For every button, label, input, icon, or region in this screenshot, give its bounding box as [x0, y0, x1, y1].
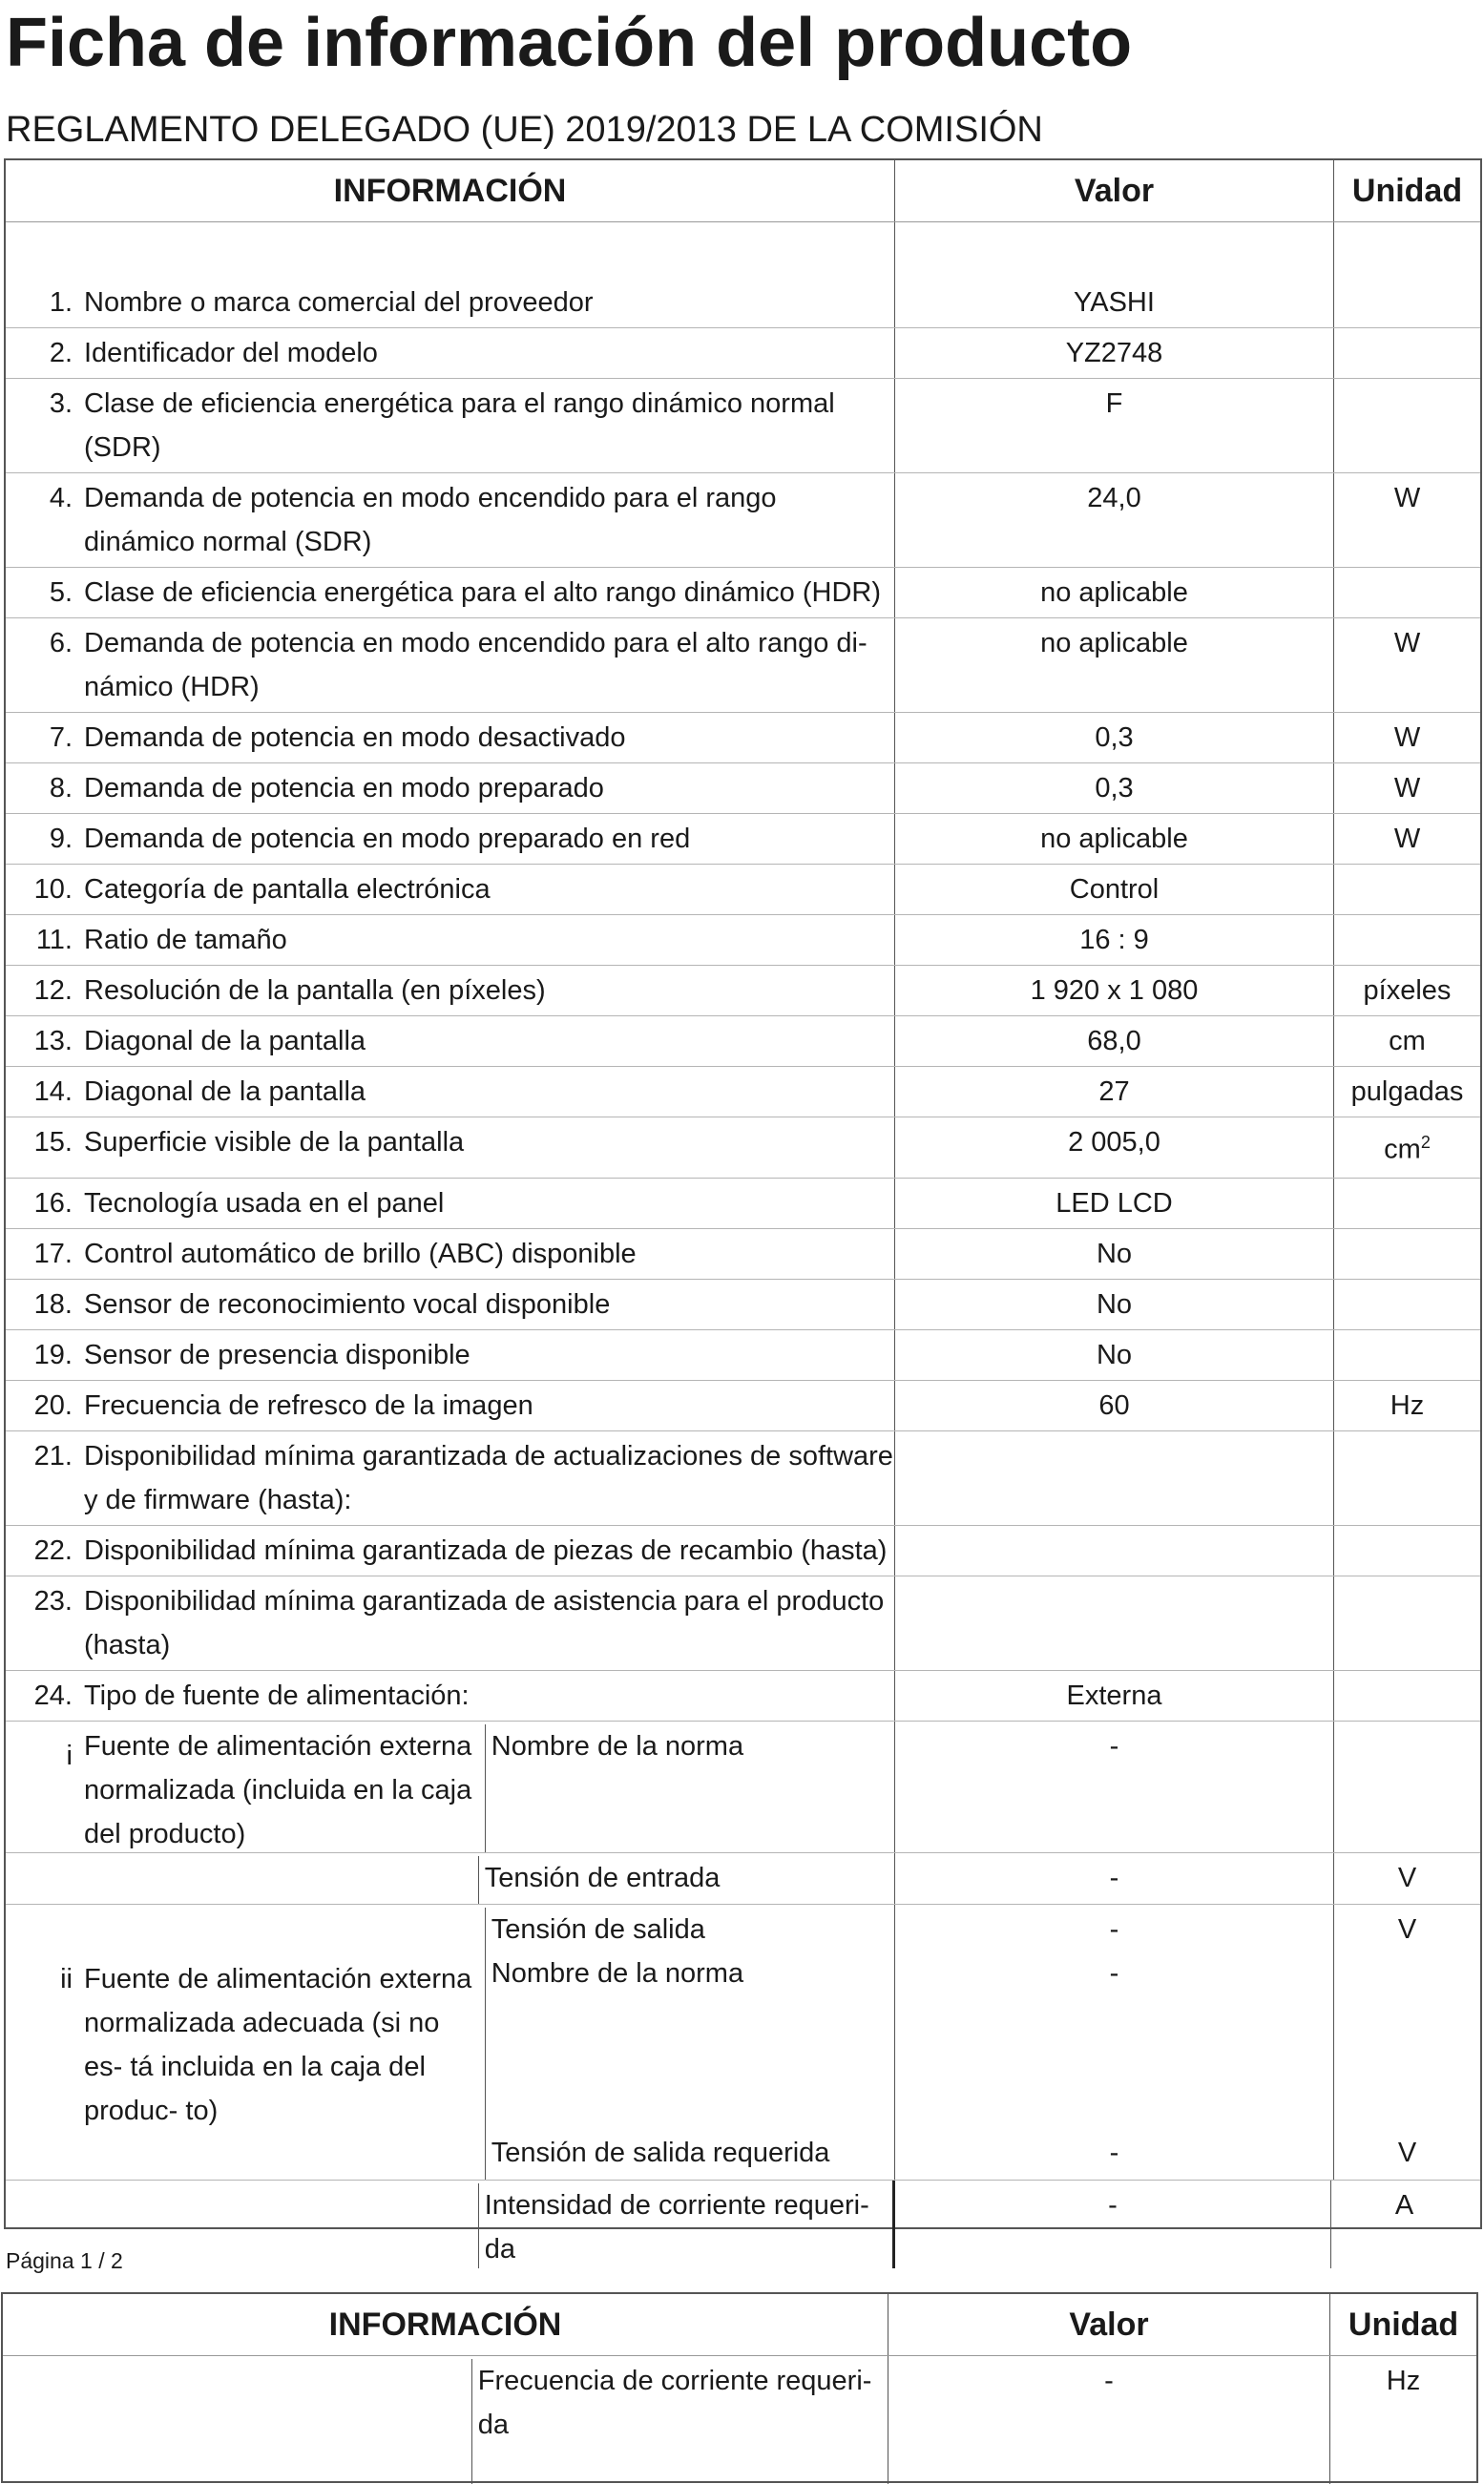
row-number: 4. [49, 483, 73, 513]
row-unit [1334, 1671, 1480, 1721]
row-label: Clase de eficiencia energética para el rango dinámico normal (SDR) [84, 388, 835, 463]
row-number: 19. [33, 1340, 73, 1370]
table-body [6, 278, 1480, 1722]
row-number: 13. [33, 1026, 73, 1056]
row-value: 60 [895, 1381, 1334, 1430]
header-unit: Unidad [1351, 172, 1463, 209]
row-number: 6. [49, 628, 73, 658]
row-unit: pulgadas [1350, 1076, 1464, 1107]
table-header [3, 2294, 1476, 2356]
row-unit [1334, 379, 1480, 472]
row-unit: V [1397, 2138, 1417, 2168]
table-row [6, 1905, 1480, 2181]
row-number: 7. [49, 722, 73, 753]
table-header [6, 160, 1480, 222]
row-value: - [888, 2356, 1330, 2484]
row-number: 11. [35, 925, 73, 955]
row-value: - [895, 1853, 1334, 1904]
row-number: 15. [33, 1127, 73, 1158]
row-value [895, 1576, 1334, 1670]
unit-text: cm [1384, 1134, 1421, 1165]
row-unit [1334, 1330, 1480, 1380]
row-label: Tecnología usada en el panel [84, 1188, 445, 1219]
header-spacer [6, 222, 1480, 278]
row-sublabel: Tensión de salida [491, 1914, 705, 1945]
header-info: INFORMACIÓN [3, 2294, 888, 2355]
row-unit: píxeles [1363, 975, 1452, 1006]
row-label: Frecuencia de refresco de la imagen [84, 1390, 533, 1421]
table-row [6, 865, 1480, 915]
table-row [6, 379, 1480, 473]
row-unit [1334, 915, 1480, 965]
table-row [6, 473, 1480, 568]
table-row [6, 2181, 1480, 2268]
row-unit: W [1393, 773, 1421, 804]
row-value: 0,3 [895, 763, 1334, 813]
row-number: 8. [49, 773, 73, 804]
table-row [6, 328, 1480, 379]
table-row [6, 1853, 1480, 1905]
table-row [6, 1016, 1480, 1067]
row-label: Tipo de fuente de alimentación: [84, 1680, 470, 1711]
row-sublabel: Frecuencia de corriente requeri- da [471, 2359, 888, 2484]
row-value: - [1109, 1958, 1119, 1989]
row-sublabel: Intensidad de corriente requeri- da [478, 2183, 894, 2268]
row-unit: cm [1389, 1026, 1426, 1056]
row-value: 1 920 x 1 080 [895, 966, 1334, 1015]
row-number: 21. [33, 1441, 73, 1472]
row-label: Control automático de brillo (ABC) disponible [84, 1239, 637, 1269]
row-number: 24. [33, 1680, 73, 1711]
row-label: Diagonal de la pantalla [84, 1076, 366, 1107]
row-value: 16 : 9 [895, 915, 1334, 965]
table-row [6, 1671, 1480, 1722]
row-label: Fuente de alimentación externa normalizada (incluida en la caja del producto) [84, 1731, 472, 1849]
row-label: Demanda de potencia en modo preparado [84, 773, 604, 804]
row-value: No [895, 1229, 1334, 1279]
row-value: - [895, 1722, 1334, 1852]
row-number: 14. [33, 1076, 73, 1107]
table-row [6, 278, 1480, 328]
row-sublabel: Nombre de la norma [491, 1958, 744, 1989]
row-number: 22. [33, 1535, 73, 1566]
row-label: Disponibilidad mínima garantizada de piezas de recambio (hasta) [84, 1535, 888, 1566]
row-label: Diagonal de la pantalla [84, 1026, 366, 1056]
row-label: Nombre o marca comercial del proveedor [84, 287, 594, 318]
table-row [6, 1381, 1480, 1431]
product-info-table-page2 [1, 2292, 1478, 2483]
row-number: 9. [49, 824, 73, 854]
header-value: Valor [888, 2294, 1330, 2355]
row-unit [1334, 278, 1480, 327]
row-label: Disponibilidad mínima garantizada de actualizaciones de software y de firmware (hasta): [84, 1441, 893, 1515]
table-row [6, 966, 1480, 1016]
row-number: 3. [49, 388, 73, 419]
row-value: YASHI [895, 278, 1334, 327]
row-number: ii [60, 1964, 73, 1994]
row-number: 18. [33, 1289, 73, 1320]
row-unit [1334, 568, 1480, 617]
unit-superscript: 2 [1420, 1133, 1431, 1152]
row-label: Disponibilidad mínima garantizada de asistencia para el producto (hasta) [84, 1586, 885, 1660]
header-value: Valor [895, 160, 1334, 221]
row-label: Demanda de potencia en modo preparado en red [84, 824, 691, 854]
row-value: 0,3 [895, 713, 1334, 762]
row-label: Superficie visible de la pantalla [84, 1127, 465, 1158]
table-row [6, 1722, 1480, 1853]
row-unit: W [1393, 824, 1421, 854]
table-row [6, 1067, 1480, 1117]
row-value: no aplicable [895, 618, 1334, 712]
row-sublabel: Tensión de salida requerida [491, 2138, 830, 2168]
table-row [6, 618, 1480, 713]
row-number: 10. [33, 874, 73, 905]
row-label: Categoría de pantalla electrónica [84, 874, 491, 905]
row-value: - [892, 2181, 1331, 2268]
row-value: Control [895, 865, 1334, 914]
row-label: Sensor de presencia disponible [84, 1340, 470, 1370]
row-label: Demanda de potencia en modo encendido para el rango dinámico normal (SDR) [84, 483, 777, 557]
row-value: No [895, 1330, 1334, 1380]
table-row [6, 1280, 1480, 1330]
table-row [6, 568, 1480, 618]
row-value: - [1109, 2138, 1119, 2168]
row-number: 16. [33, 1188, 73, 1219]
row-label: Clase de eficiencia energética para el alto rango dinámico (HDR) [84, 577, 881, 608]
row-value: YZ2748 [895, 328, 1334, 378]
row-value: F [895, 379, 1334, 472]
row-number: i [66, 1741, 73, 1771]
table-row [6, 1576, 1480, 1671]
table-row [6, 1431, 1480, 1526]
document-title: Ficha de información del producto [6, 5, 1133, 81]
row-number: 1. [49, 287, 73, 318]
row-unit [1334, 865, 1480, 914]
row-number: 23. [33, 1586, 73, 1617]
document-subtitle: REGLAMENTO DELEGADO (UE) 2019/2013 DE LA COMISIÓN [6, 110, 1043, 150]
row-value: 27 [895, 1067, 1334, 1117]
row-unit: Hz [1390, 1390, 1425, 1421]
table-row [6, 1330, 1480, 1381]
row-label: Identificador del modelo [84, 338, 378, 368]
table-row [3, 2356, 1476, 2484]
row-unit: V [1397, 1914, 1417, 1945]
row-unit [1334, 1526, 1480, 1576]
table-row [6, 763, 1480, 814]
table-row [6, 1526, 1480, 1576]
row-unit [1334, 1179, 1480, 1228]
table-row [6, 1117, 1480, 1179]
row-unit [1334, 1280, 1480, 1329]
row-unit [1334, 1229, 1480, 1279]
row-number: 12. [33, 975, 73, 1006]
row-number: 5. [49, 577, 73, 608]
row-unit: W [1393, 483, 1421, 513]
row-value: no aplicable [895, 814, 1334, 864]
row-unit: V [1397, 1863, 1417, 1893]
row-unit [1334, 1117, 1480, 1178]
table-row [6, 1179, 1480, 1229]
row-sublabel: Tensión de entrada [478, 1856, 894, 1904]
header-unit: Unidad [1348, 2306, 1459, 2343]
row-label: Ratio de tamaño [84, 925, 287, 955]
table-row [6, 713, 1480, 763]
page-number: Página 1 / 2 [6, 2248, 123, 2273]
table-row [6, 915, 1480, 966]
row-number: 20. [33, 1390, 73, 1421]
row-sublabel: Nombre de la norma [485, 1724, 894, 1852]
row-value: No [895, 1280, 1334, 1329]
row-unit [1334, 1722, 1480, 1852]
row-unit [1334, 328, 1480, 378]
header-info: INFORMACIÓN [6, 160, 895, 221]
table-row [6, 1229, 1480, 1280]
row-label: Resolución de la pantalla (en píxeles) [84, 975, 546, 1006]
row-unit: Hz [1386, 2366, 1421, 2396]
row-value: 68,0 [895, 1016, 1334, 1066]
row-label: Demanda de potencia en modo desactivado [84, 722, 626, 753]
row-value: LED LCD [895, 1179, 1334, 1228]
row-value: Externa [895, 1671, 1334, 1721]
row-value [895, 1526, 1334, 1576]
row-number: 17. [33, 1239, 73, 1269]
row-unit: A [1394, 2190, 1414, 2221]
row-label: Demanda de potencia en modo encendido para el alto rango di- námico (HDR) [84, 628, 867, 702]
row-value: no aplicable [895, 568, 1334, 617]
row-unit: W [1393, 722, 1421, 753]
row-value: - [1109, 1914, 1119, 1945]
row-unit [1334, 1431, 1480, 1525]
row-label: Fuente de alimentación externa normalizada adecuada (si no es- tá incluida en la caja del produc- to) [84, 1964, 472, 2126]
row-number: 2. [49, 338, 73, 368]
row-label: Sensor de reconocimiento vocal disponible [84, 1289, 611, 1320]
row-unit [1334, 1576, 1480, 1670]
row-value [895, 1431, 1334, 1525]
table-row [6, 814, 1480, 865]
row-value: 2 005,0 [895, 1117, 1334, 1178]
row-value: 24,0 [895, 473, 1334, 567]
row-unit: W [1393, 628, 1421, 658]
